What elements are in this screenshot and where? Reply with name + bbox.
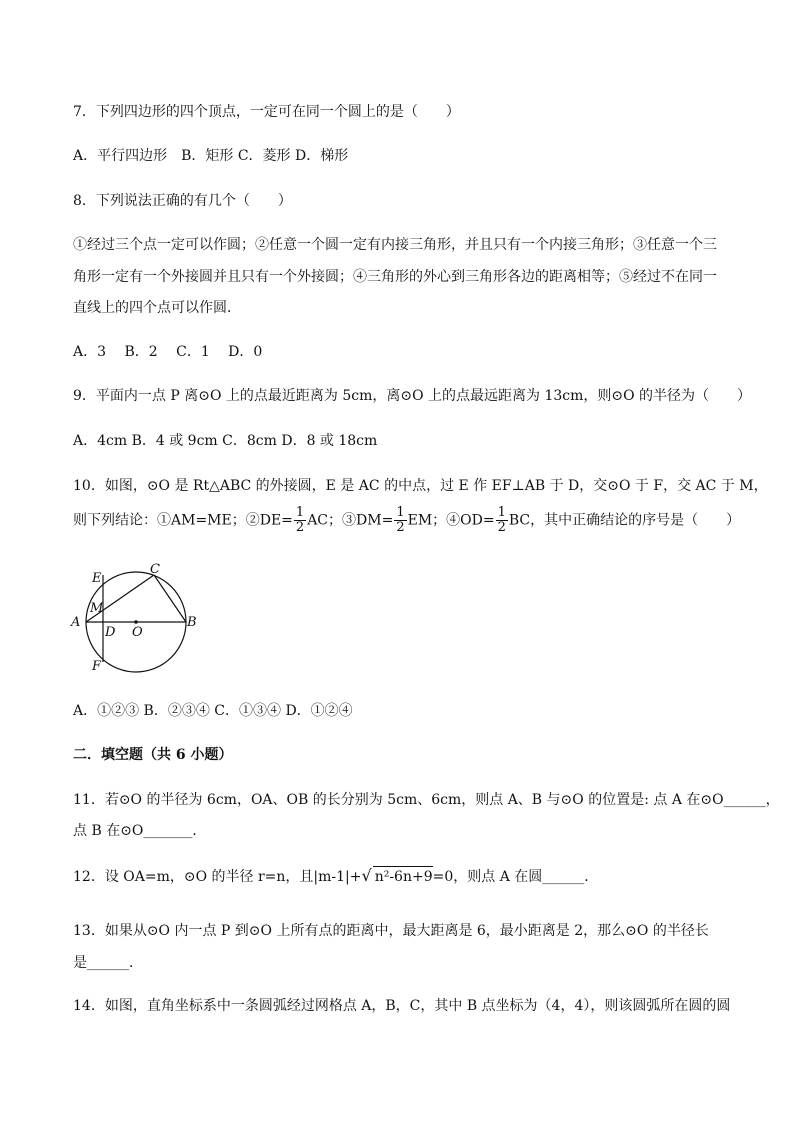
fraction-half: $\frac{1}{2}$	[396, 505, 405, 535]
q11-line1: 11．若⊙O 的半径为 6cm，OA、OB 的长分别为 5cm、6cm，则点 A、B 与⊙O 的位置是: 点 A 在⊙O______，	[73, 792, 780, 808]
segment-CB	[154, 575, 186, 622]
q10-text-a: 则下列结论：①AM=ME；②DE=	[73, 512, 293, 529]
q12-text-pre: 12．设 OA=m，⊙O 的半径 r=n，且|m-1|+	[73, 869, 362, 885]
q10-geometry-figure	[66, 562, 206, 682]
q14-line1: 14．如图，直角坐标系中一条圆弧经过网格点 A，B，C，其中 B 点坐标为（4，4），则该圆弧所在圆的圆	[73, 998, 731, 1014]
q13-line2: 是______．	[73, 955, 143, 971]
q9-stem: 9．平面内一点 P 离⊙O 上的点最近距离为 5cm，离⊙O 上的点最远距离为 13cm，则⊙O 的半径为（ ）	[73, 388, 752, 404]
q13-line1: 13．如果从⊙O 内一点 P 到⊙O 上所有点的距离中，最大距离是 6，最小距离是 2，那么⊙O 的半径长	[73, 923, 709, 939]
label-B: B	[187, 615, 197, 630]
q11-line2: 点 B 在⊙O_______．	[73, 823, 207, 839]
q7-stem: 7．下列四边形的四个顶点，一定可在同一个圆上的是（ ）	[73, 104, 460, 120]
q8-text-line1: ①经过三个点一定可以作圆；②任意一个圆一定有内接三角形，并且只有一个内接三角形；③任意一个三	[73, 237, 717, 253]
fraction-half: $\frac{1}{2}$	[497, 505, 506, 535]
q10-options: A．①②③ B．②③④ C．①③④ D．①②④	[73, 703, 353, 719]
label-E: E	[92, 571, 102, 586]
label-A: A	[71, 615, 81, 630]
q12-text-post: =0，则点 A 在圆______．	[432, 869, 599, 885]
q10-stem: 10．如图，⊙O 是 Rt△ABC 的外接圆，E 是 AC 的中点，过 E 作 EF⊥AB 于 D，交⊙O 于 F，交 AC 于 M，	[73, 478, 768, 494]
q12-radicand: n²-6n+9	[373, 866, 433, 887]
q9-options: A．4cm B．4 或 9cm C．8cm D．8 或 18cm	[73, 433, 378, 449]
q10-conclusions	[73, 506, 740, 535]
q10-text-c: EM；④OD=	[407, 512, 495, 529]
q8-text-line3: 直线上的四个点可以作圆．	[73, 300, 241, 316]
sqrt-sign: √	[361, 866, 372, 885]
label-M: M	[90, 601, 104, 616]
q10-text-d: BC，其中正确结论的序号是（ ）	[508, 512, 741, 529]
center-point-O	[134, 620, 138, 624]
q7-options: A．平行四边形 B．矩形 C．菱形 D．梯形	[73, 148, 349, 164]
q10-text-b: AC；③DM=	[307, 512, 394, 529]
fraction-half: $\frac{1}{2}$	[295, 505, 305, 535]
label-C: C	[150, 562, 160, 577]
q12-line	[73, 866, 598, 887]
label-O: O	[132, 625, 143, 640]
q8-text-line2: 角形一定有一个外接圆并且只有一个外接圆；④三角形的外心到三角形各边的距离相等；⑤经过不在同一	[73, 269, 717, 285]
section2-title: 二．填空题（共 6 小题）	[73, 747, 233, 763]
label-D: D	[105, 625, 116, 640]
q8-stem: 8．下列说法正确的有几个（ ）	[73, 193, 292, 209]
label-F: F	[92, 659, 102, 674]
q8-options: A．3 B．2 C．1 D．0	[73, 344, 263, 360]
